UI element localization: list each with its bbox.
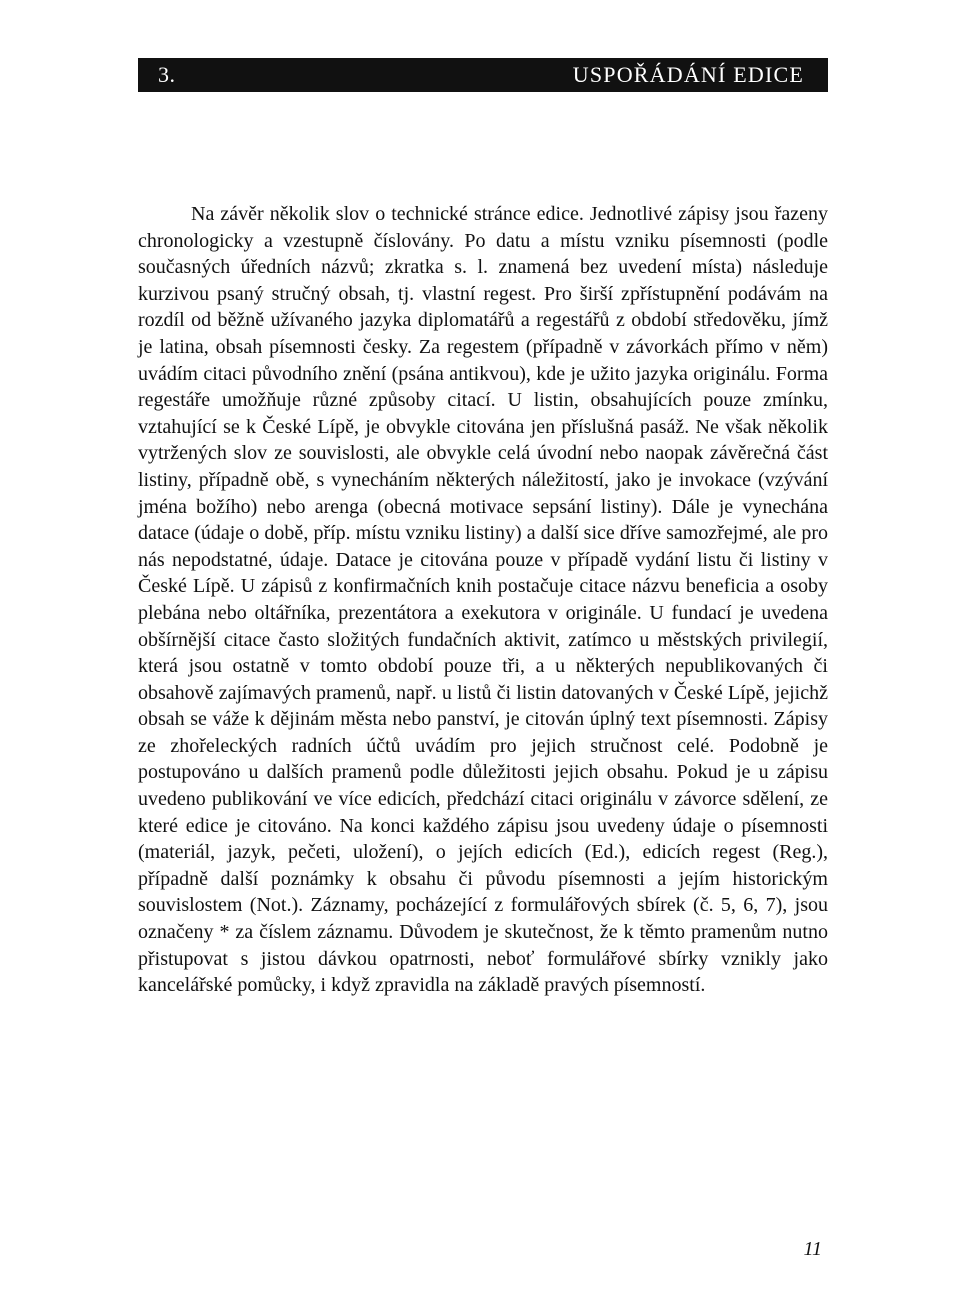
chapter-title: USPOŘÁDÁNÍ EDICE	[572, 62, 804, 87]
chapter-header-bar	[138, 58, 828, 92]
page-number: 11	[803, 1238, 822, 1260]
chapter-number: 3.	[158, 62, 176, 87]
body-paragraph: Na závěr několik slov o technické stránce edice. Jednotlivé zápisy jsou řazeny chronologicky a vzestupně číslovány. Po datu a místu vzniku písemnosti (podle současných úředních názvů; zkratka s. l. znamená bez uvedení místa) následuje kurzivou psaný stručný obsah, tj. vlastní regest. Pro širší zpřístupnění podávám na rozdíl od běžně užívaného jazyka diplomatářů a regestářů z období středověku, jímž je latina, obsah písemnosti česky. Za regestem (případně v závorkách přímo v něm) uvádím citaci původního znění (psána antikvou), kde je užito jazyka originálu. Forma regestáře umožňuje různé způsoby citací. U listin, obsahujících pouze zmínku, vztahující se k České Lípě, je obvykle citována jen příslušná pasáž. Ne však několik vytržených slov ze souvislosti, ale obvykle celá úvodní nebo naopak závěrečná část listiny, případně obě, s vynecháním některých náležitostí, jako je invokace (vzývání jména božího) nebo arenga (obecná motivace sepsání listiny). Dále je vynechána datace (údaje o době, příp. místu vzniku listiny) a další sice dříve samozřejmé, ale pro nás nepodstatné, údaje. Datace je citována pouze v případě vydání listu či listiny v České Lípě. U zápisů z konfirmačních knih postačuje citace názvu beneficia a osoby plebána nebo oltářníka, prezentátora a exekutora v originále. U fundací je uvedena obšírnější citace často složitých fundačních aktivit, zatímco u městských privilegií, která jsou ostatně v tomto období pouze tři, a u některých nepublikovaných či obsahově zajímavých pramenů, např. u listů či listin datovaných v České Lípě, jejichž obsah se váže k dějinám města nebo panství, je citován úplný text písemnosti. Zápisy ze zhořeleckých radních účtů uvádím pro jejich stručnost celé. Podobně je postupováno u dalších pramenů podle důležitosti jejich obsahu. Pokud je u zápisu uvedeno publikování ve více edicích, předchází citaci originálu v závorce sdělení, ze které edice je citováno. Na konci každého zápisu jsou uvedeny údaje o písemnosti (materiál, jazyk, pečeti, uložení), o jejích edicích (Ed.), edicích regest (Reg.), případně další poznámky k obsahu či původu písemnosti a jejím historickým souvislostem (Not.). Záznamy, pocházející z formulářových sbírek (č. 5, 6, 7), jsou označeny * za číslem záznamu. Důvodem je skutečnost, že k těmto pramenům nutno přistupovat s jistou dávkou opatrnosti, neboť formulářové sbírky vznikly jako kancelářské pomůcky, i když zpravidla na základě pravých písemností.	[138, 203, 828, 997]
